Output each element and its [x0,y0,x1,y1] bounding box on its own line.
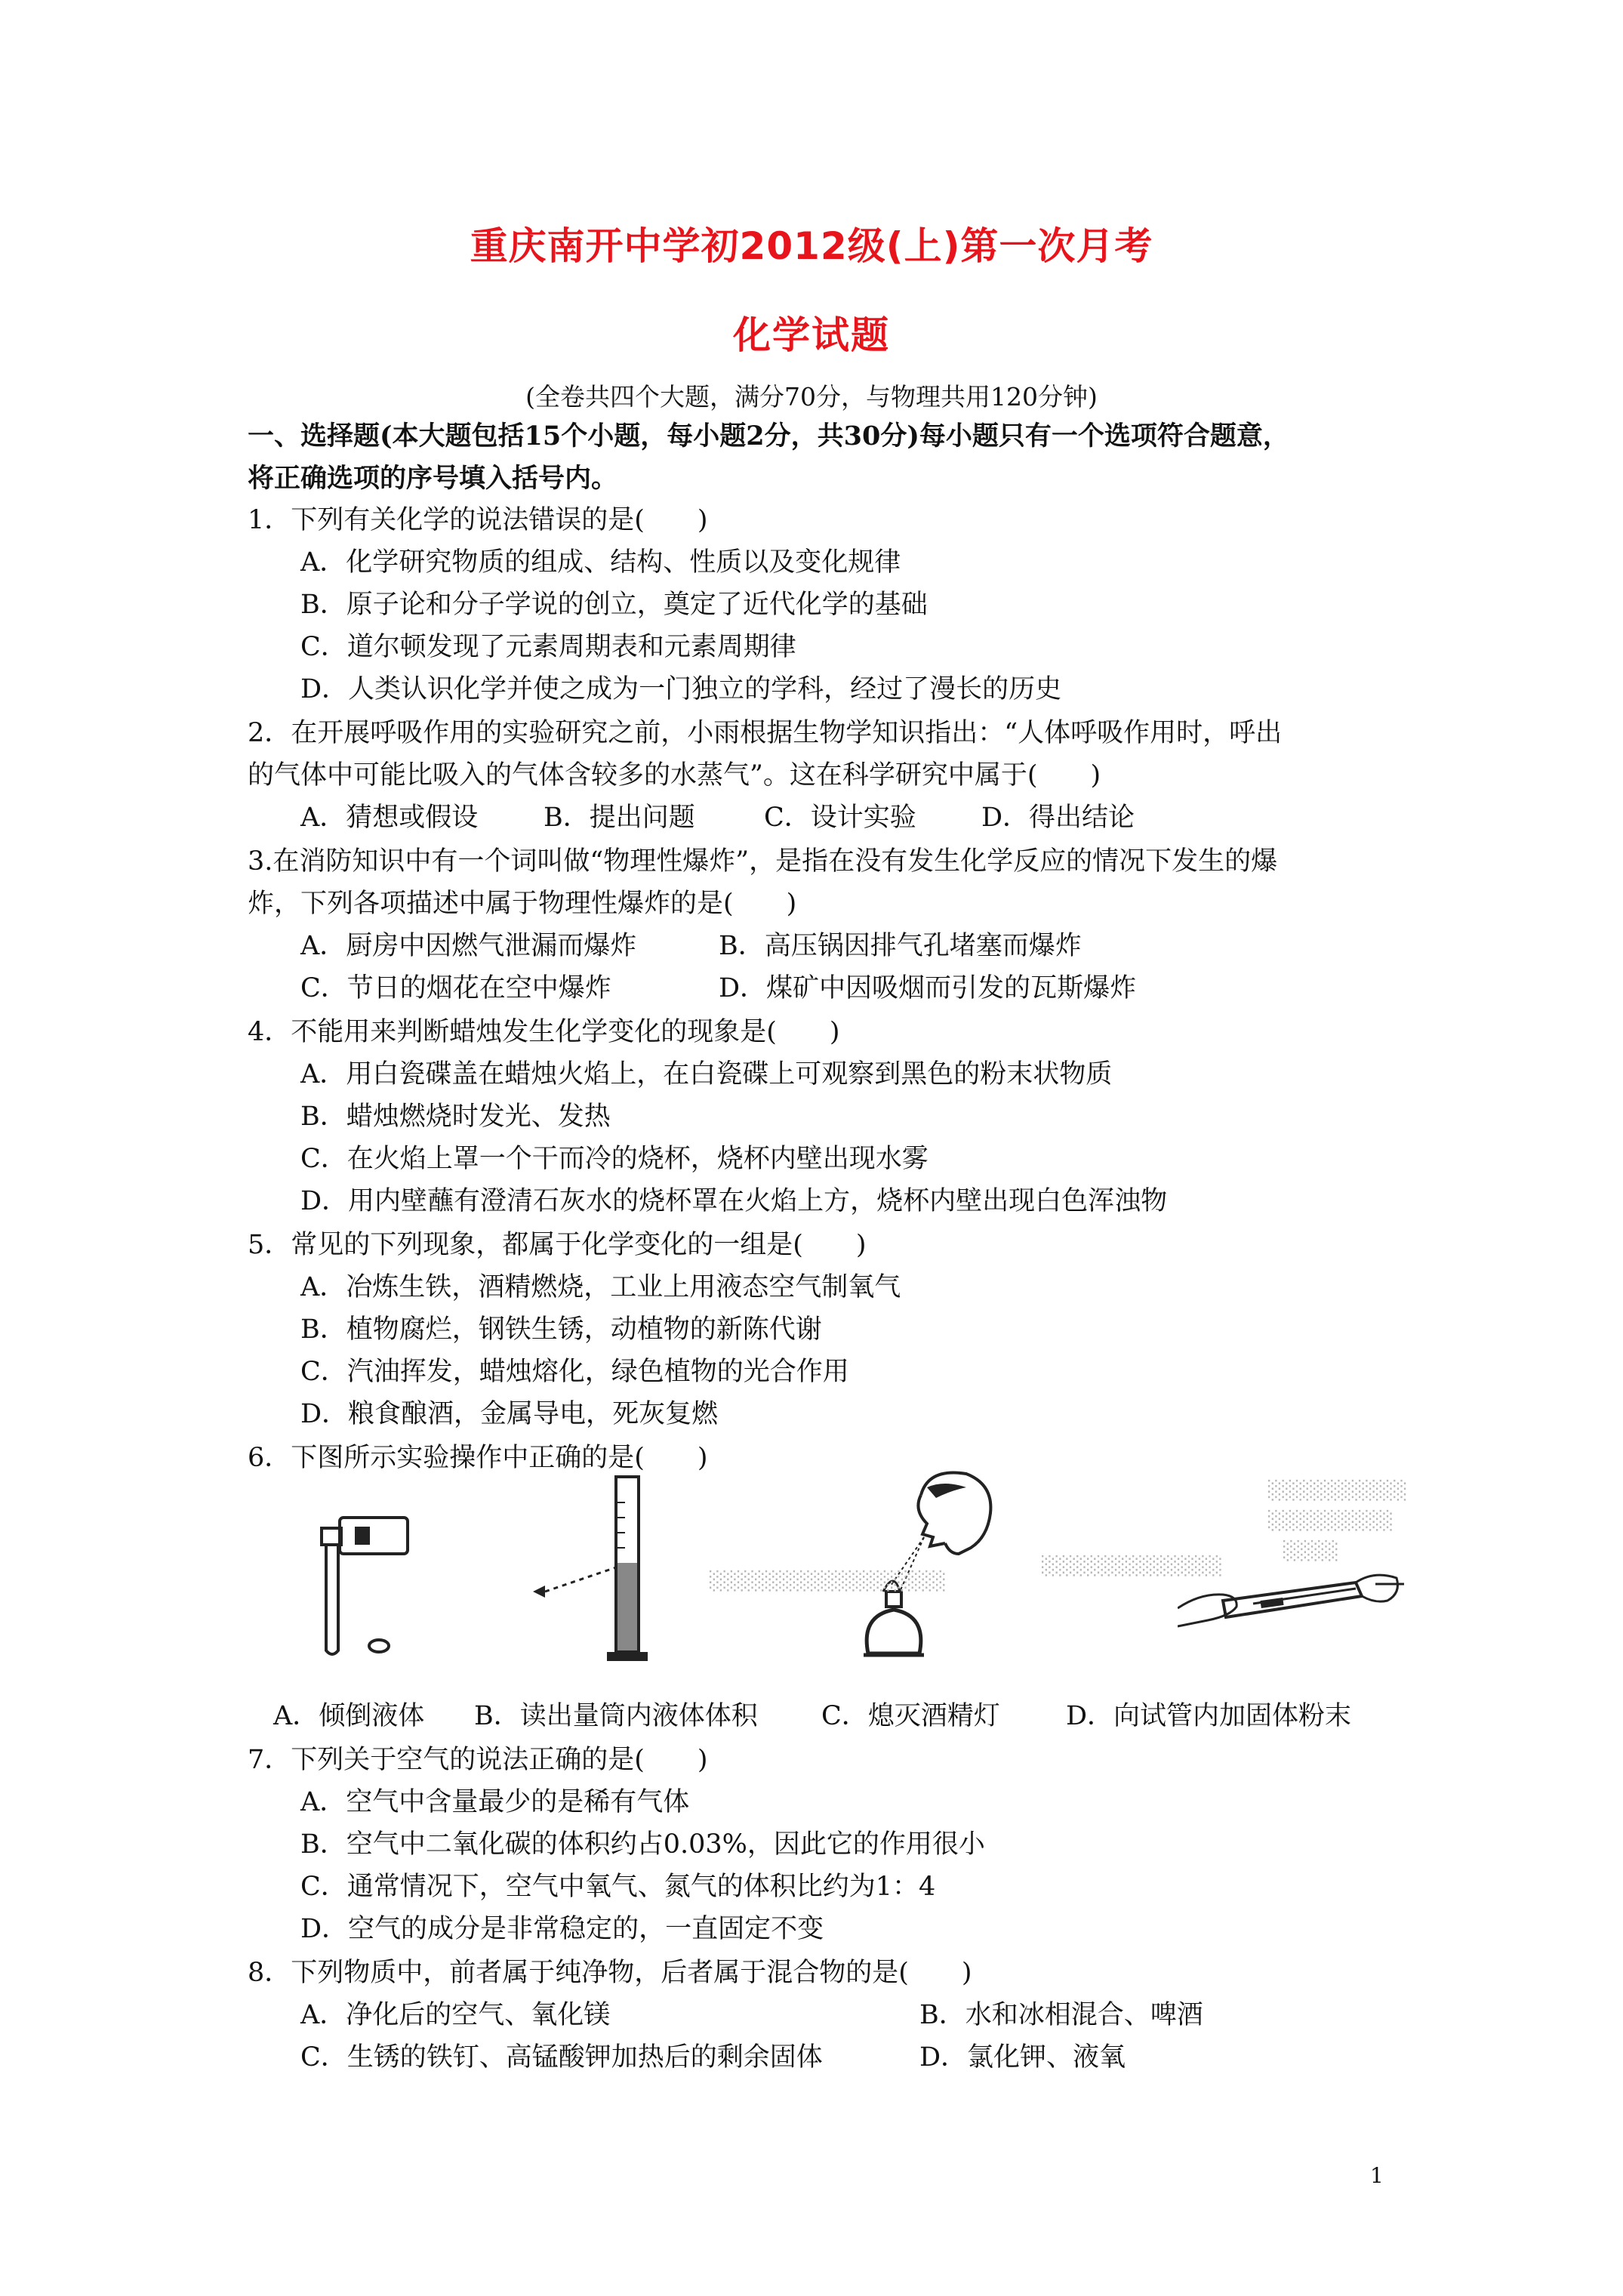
bleed-through-mark: ░░░░░░░░░░░░░░░░░ [710,1570,947,1592]
q6-stem: 6．下图所示实验操作中正确的是( ) [248,1443,708,1473]
q5-option-b: B．植物腐烂，钢铁生锈，动植物的新陈代谢 [300,1314,822,1345]
graduated-cylinder-figure [528,1472,657,1669]
q5-stem: 5．常见的下列现象，都属于化学变化的一组是( ) [248,1230,867,1260]
q6-option-a: A．倾倒液体 [273,1701,425,1731]
q4-stem: 4．不能用来判断蜡烛发生化学变化的现象是( ) [248,1017,840,1047]
q3-option-c: C．节日的烟花在空中爆炸 [300,973,611,1003]
q3-option-d: D．煤矿中因吸烟而引发的瓦斯爆炸 [719,973,1137,1003]
q6-option-b: B．读出量筒内液体体积 [474,1701,758,1731]
q7-option-c: C．通常情况下，空气中氧气、氮气的体积比约为1：4 [300,1872,936,1902]
q8-stem: 8．下列物质中，前者属于纯净物，后者属于混合物的是( ) [248,1958,972,1988]
q8-option-b: B．水和冰相混合、啤酒 [919,2000,1203,2030]
q7-stem: 7．下列关于空气的说法正确的是( ) [248,1745,708,1775]
exam-note: (全卷共四个大题，满分70分，与物理共用120分钟) [525,382,1098,411]
section-intro-2: 将正确选项的序号填入括号内。 [248,463,618,494]
q3-option-b: B．高压锅因排气孔堵塞而爆炸 [719,931,1082,961]
q6-figures [287,1465,1408,1691]
q8-option-a: A．净化后的空气、氧化镁 [300,2000,611,2030]
q4-option-b: B．蜡烛燃烧时发光、发热 [300,1102,611,1132]
pouring-liquid-figure [310,1510,423,1661]
section-intro-1: 一、选择题(本大题包括15个小题，每小题2分，共30分)每小题只有一个选项符合题意， [248,421,1289,451]
q2-stem-1: 2．在开展呼吸作用的实验研究之前，小雨根据生物学知识指出：“人体呼吸作用时，呼出 [248,718,1283,748]
q3-stem-1: 3.在消防知识中有一个词叫做“物理性爆炸”，是指在没有发生化学反应的情况下发生的爆 [248,846,1278,877]
q8-option-c: C．生锈的铁钉、高锰酸钾加热后的剩余固体 [300,2042,823,2073]
q4-option-a: A．用白瓷碟盖在蜡烛火焰上，在白瓷碟上可观察到黑色的粉末状物质 [300,1059,1113,1089]
page-number: 1 [1370,2163,1384,2188]
exam-subject: 化学试题 [733,313,890,357]
q2-option-d: D．得出结论 [981,803,1135,833]
bleed-through-mark: ░░░░░░░░░░░░░ [1042,1555,1223,1576]
bleed-through-mark: ░░░░ [1283,1540,1339,1561]
bleed-through-mark: ░░░░░░░░░░ [1268,1480,1408,1501]
q5-option-d: D．粮食酿酒，金属导电，死灰复燃 [300,1399,719,1429]
q1-option-c: C．道尔顿发现了元素周期表和元素周期律 [300,632,796,662]
q4-option-c: C．在火焰上罩一个干而冷的烧杯，烧杯内壁出现水雾 [300,1144,929,1174]
q7-option-d: D．空气的成分是非常稳定的，一直固定不变 [300,1914,824,1944]
q2-option-a: A．猜想或假设 [300,803,479,833]
q1-option-d: D．人类认识化学并使之成为一门独立的学科，经过了漫长的历史 [300,674,1062,704]
bleed-through-mark: ░░░░░░░░░ [1268,1510,1394,1531]
q2-stem-2: 的气体中可能比吸入的气体含较多的水蒸气”。这在科学研究中属于( ) [248,760,1101,791]
q7-option-a: A．空气中含量最少的是稀有气体 [300,1787,690,1817]
exam-title: 重庆南开中学初2012级(上)第一次月考 [470,224,1153,268]
q6-option-d: D．向试管内加固体粉末 [1066,1701,1352,1731]
q1-option-a: A．化学研究物质的组成、结构、性质以及变化规律 [300,547,901,578]
q3-option-a: A．厨房中因燃气泄漏而爆炸 [300,931,637,961]
q5-option-a: A．冶炼生铁，酒精燃烧，工业上用液态空气制氧气 [300,1272,901,1302]
q6-option-c: C．熄灭酒精灯 [821,1701,1000,1731]
q2-option-b: B．提出问题 [544,803,695,833]
q1-stem: 1．下列有关化学的说法错误的是( ) [248,505,708,535]
q1-option-b: B．原子论和分子学说的创立，奠定了近代化学的基础 [300,590,928,620]
q7-option-b: B．空气中二氧化碳的体积约占0.03%，因此它的作用很小 [300,1829,985,1860]
q4-option-d: D．用内壁蘸有澄清石灰水的烧杯罩在火焰上方，烧杯内壁出现白色浑浊物 [300,1186,1168,1216]
q3-stem-2: 炸，下列各项描述中属于物理性爆炸的是( ) [248,889,797,919]
q2-option-c: C．设计实验 [764,803,916,833]
q8-option-d: D．氯化钾、液氧 [919,2042,1126,2073]
q5-option-c: C．汽油挥发，蜡烛熔化，绿色植物的光合作用 [300,1357,849,1387]
